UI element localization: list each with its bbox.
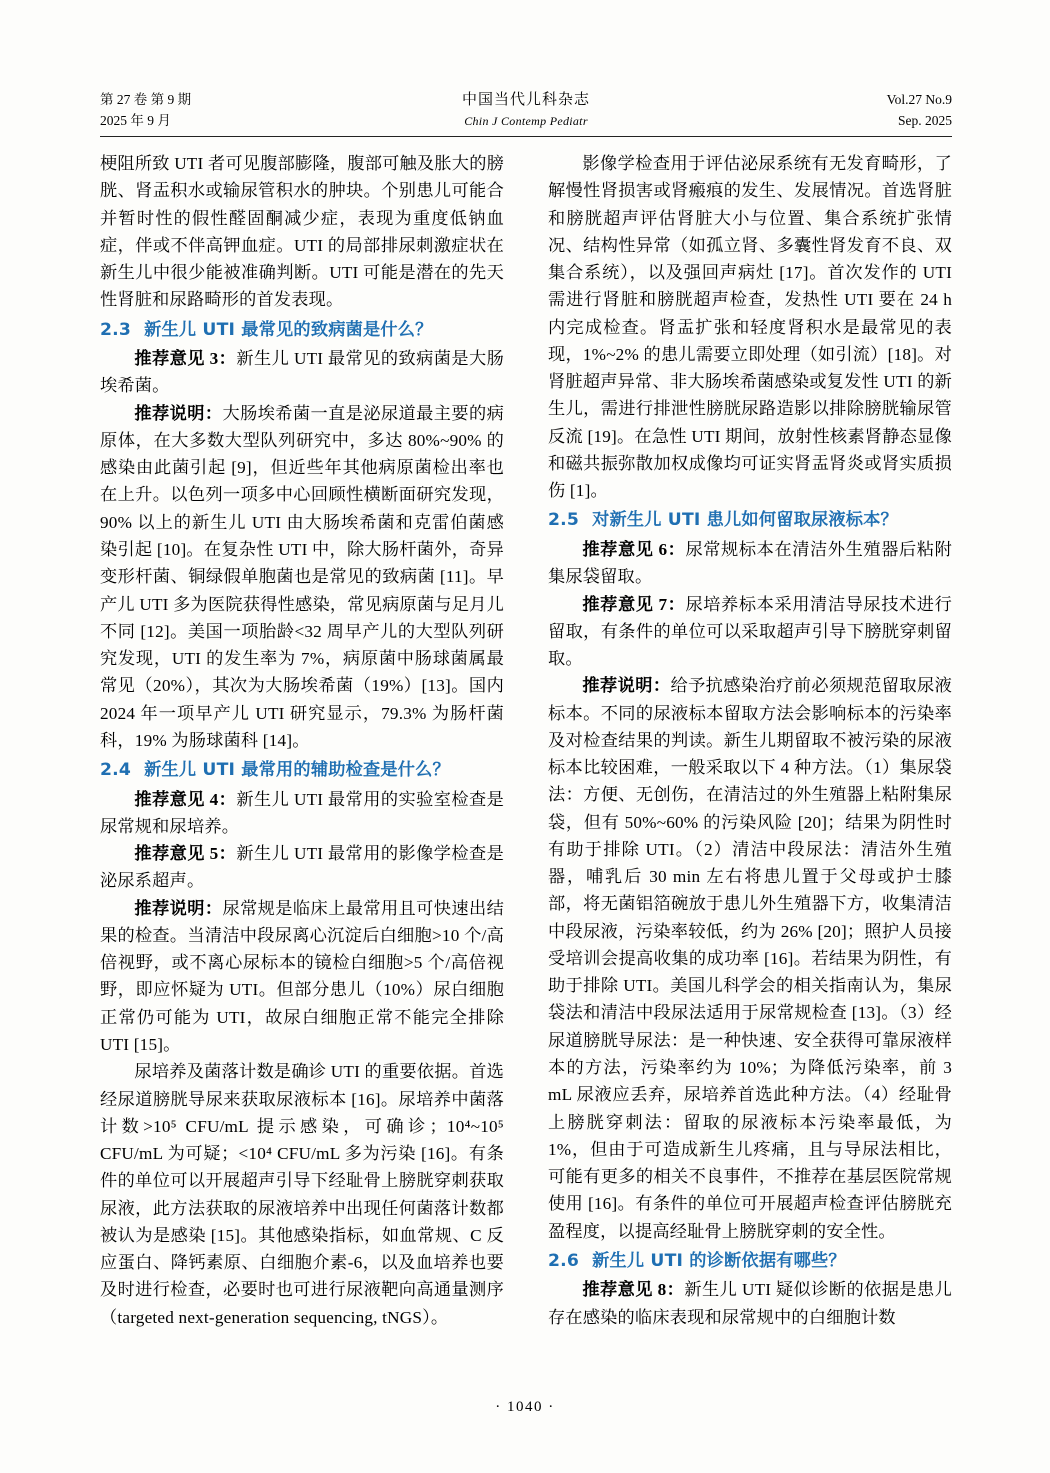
section-title-2-4: 新生儿 UTI 最常用的辅助检查是什么？ bbox=[144, 760, 450, 781]
recommendation-7 bbox=[548, 591, 952, 673]
right-column bbox=[548, 150, 952, 1331]
header-divider bbox=[100, 136, 952, 137]
journal-title-en: Chin J Contemp Pediatr bbox=[464, 113, 588, 128]
recommendation-7-text: 尿培养标本采用清洁导尿技术进行留取，有条件的单位可以采取超声引导下膀胱穿刺留取。 bbox=[548, 594, 952, 669]
article-body bbox=[100, 150, 952, 1331]
recommendation-8-lead: 推荐意见 8： bbox=[582, 1280, 685, 1300]
recommendation-6 bbox=[548, 536, 952, 591]
explanation-3 bbox=[100, 400, 504, 754]
section-heading-2-6 bbox=[548, 1248, 952, 1276]
explanation-6 bbox=[548, 672, 952, 1245]
page-number: · 1040 · bbox=[495, 1399, 555, 1415]
explanation-4-text: 尿常规是临床上最常用且可快速出结果的检查。当清洁中段尿离心沉淀后白细胞>10 个/高倍视野，或不离心尿标本的镜检白细胞>5 个/高倍视野，即应怀疑为 UTI。但部分患儿（10%）尿白细胞正常仍可能为 UTI，故尿白细胞正常不能完全排除 UTI [15]。 bbox=[100, 898, 504, 1054]
header-volume-en: Vol.27 No.9 bbox=[886, 92, 952, 107]
paragraph-continuation: 梗阻所致 UTI 者可见腹部膨隆，腹部可触及胀大的膀胱、肾盂积水或输尿管积水的肿块。个别患儿可能合并暂时性的假性醛固酮减少症，表现为重度低钠血症，伴或不伴高钾血症。UTI 的局部排尿刺激症状在新生儿中很少能被准确判断。UTI 可能是潜在的先天性肾脏和尿路畸形的首发表现。 bbox=[100, 154, 504, 310]
recommendation-8 bbox=[548, 1276, 952, 1331]
section-title-2-6: 新生儿 UTI 的诊断依据有哪些？ bbox=[592, 1250, 846, 1271]
section-heading-2-3 bbox=[100, 317, 504, 345]
section-number-2-4: 2.4 bbox=[100, 760, 132, 781]
explanation-3-lead: 推荐说明： bbox=[134, 403, 223, 423]
page-header bbox=[100, 88, 952, 137]
section-heading-2-4 bbox=[100, 757, 504, 785]
explanation-4-lead: 推荐说明： bbox=[134, 898, 223, 918]
section-number-2-5: 2.5 bbox=[548, 510, 580, 531]
recommendation-6-text: 尿常规标本在清洁外生殖器后粘附集尿袋留取。 bbox=[548, 539, 952, 587]
header-top-row bbox=[100, 88, 952, 111]
recommendation-4-lead: 推荐意见 4： bbox=[134, 789, 237, 809]
header-date-cn: 2025 年 9 月 bbox=[100, 112, 171, 128]
explanation-5: 尿培养及菌落计数是确诊 UTI 的重要依据。首选经尿道膀胱导尿来获取尿液标本 [16]。尿培养中菌落计数>10⁵ CFU/mL 提示感染，可确诊；10⁴~10⁵ CFU/mL 为可疑；<10⁴ CFU/mL 多为污染 [16]。有条件的单位可以开展超声引导下经耻骨上膀胱穿刺获取尿液，此方法获取的尿液培养中出现任何菌落计数都被认为是感染 [15]。其他感染指标，如血常规、C 反应蛋白、降钙素原、白细胞介素-6，以及血培养也要及时进行检查，必要时也可进行尿液靶向高通量测序（targeted next-generation sequencing, tNGS）。 bbox=[100, 1062, 504, 1327]
section-heading-2-5 bbox=[548, 507, 952, 535]
journal-title-cn: 中国当代儿科杂志 bbox=[461, 90, 590, 108]
explanation-6-text: 给予抗感染治疗前必须规范留取尿液标本。不同的尿液标本留取方法会影响标本的污染率及对检查结果的判读。新生儿期留取不被污染的尿液标本比较困难，一般采取以下 4 种方法。（1）集尿袋法：方便、无创伤，在清洁过的外生殖器上粘附集尿袋，但有 50%~60% 的污染风险 [20]；结果为阴性时有助于排除 UTI。（2）清洁中段尿法：清洁外生殖器，哺乳后 30 min 左右将患儿置于父母或护士膝部，将无菌铝箔碗放于患儿外生殖器下方，收集清洁中段尿液，污染率较低，约为 26% [20]；照护人员接受培训会提高收集的成功率 [16]。若结果为阴性，有助于排除 UTI。美国儿科学会的相关指南认为，集尿袋法和清洁中段尿法适用于尿常规检查 [13]。（3）经尿道膀胱导尿法：是一种快速、安全获得可靠尿液样本的方法，污染率约为 10%；为降低污染率，前 3 mL 尿液应丢弃，尿培养首选此种方法。（4）经耻骨上膀胱穿刺法：留取的尿液标本污染率最低，为 1%，但由于可造成新生儿疼痛，且与导尿法相比，可能有更多的相关不良事件，不推荐在基层医院常规使用 [16]。有条件的单位可开展超声检查评估膀胱充盈程度，以提高经耻骨上膀胱穿刺的安全性。 bbox=[548, 676, 952, 1241]
recommendation-7-lead: 推荐意见 7： bbox=[582, 594, 686, 614]
recommendation-5-text: 新生儿 UTI 最常用的影像学检查是泌尿系超声。 bbox=[100, 844, 504, 891]
section-number-2-6: 2.6 bbox=[548, 1250, 580, 1271]
header-date-en: Sep. 2025 bbox=[898, 112, 952, 128]
section-number-2-3: 2.3 bbox=[100, 319, 132, 340]
explanation-6-lead: 推荐说明： bbox=[582, 676, 671, 696]
imaging-paragraph: 影像学检查用于评估泌尿系统有无发育畸形，了解慢性肾损害或肾瘢痕的发生、发展情况。首选肾脏和膀胱超声评估肾脏大小与位置、集合系统扩张情况、结构性异常（如孤立肾、多囊性肾发育不良、双集合系统），以及强回声病灶 [17]。首次发作的 UTI 需进行肾脏和膀胱超声检查，发热性 UTI 要在 24 h 内完成检查。肾盂扩张和轻度肾积水是最常见的表现，1%~2% 的患儿需要立即处理（如引流）[18]。对肾脏超声异常、非大肠埃希菌感染或复发性 UTI 的新生儿，需进行排泄性膀胱尿路造影以排除膀胱输尿管反流 [19]。在急性 UTI 期间，放射性核素肾静态显像和磁共振弥散加权成像均可证实肾盂肾炎或肾实质损伤 [1]。 bbox=[548, 154, 952, 501]
explanation-4 bbox=[100, 895, 504, 1059]
page-footer bbox=[0, 1399, 1050, 1416]
recommendation-3-lead: 推荐意见 3： bbox=[134, 349, 237, 369]
recommendation-8-text: 新生儿 UTI 疑似诊断的依据是患儿存在感染的临床表现和尿常规中的白细胞计数 bbox=[548, 1280, 952, 1327]
recommendation-5-lead: 推荐意见 5： bbox=[134, 844, 237, 864]
recommendation-4-text: 新生儿 UTI 最常用的实验室检查是尿常规和尿培养。 bbox=[100, 789, 504, 836]
recommendation-4 bbox=[100, 786, 504, 841]
left-column bbox=[100, 150, 504, 1331]
section-title-2-3: 新生儿 UTI 最常见的致病菌是什么？ bbox=[144, 319, 433, 340]
recommendation-3-text: 新生儿 UTI 最常见的致病菌是大肠埃希菌。 bbox=[100, 349, 504, 396]
recommendation-6-lead: 推荐意见 6： bbox=[582, 539, 686, 559]
section-title-2-5: 对新生儿 UTI 患儿如何留取尿液标本？ bbox=[592, 510, 898, 531]
header-bottom-row bbox=[100, 111, 952, 131]
recommendation-5 bbox=[100, 840, 504, 895]
header-volume-issue: 第 27 卷 第 9 期 bbox=[100, 92, 192, 107]
recommendation-3 bbox=[100, 345, 504, 400]
explanation-3-text: 大肠埃希菌一直是泌尿道最主要的病原体，在大多数大型队列研究中，多达 80%~90% 的感染由此菌引起 [9]，但近些年其他病原菌检出率也在上升。以色列一项多中心回顾性横断面研究发现，90% 以上的新生儿 UTI 由大肠埃希菌和克雷伯菌感染引起 [10]。在复杂性 UTI 中，除大肠杆菌外，奇异变形杆菌、铜绿假单胞菌也是常见的致病菌 [11]。早产儿 UTI 多为医院获得性感染，常见病原菌与足月儿不同 [12]。美国一项胎龄<32 周早产儿的大型队列研究发现，UTI 的发生率为 7%，病原菌中肠球菌属最常见（20%），其次为大肠埃希菌（19%）[13]。国内 2024 年一项早产儿 UTI 研究显示，79.3% 为肠杆菌科，19% 为肠球菌科 [14]。 bbox=[100, 403, 504, 750]
